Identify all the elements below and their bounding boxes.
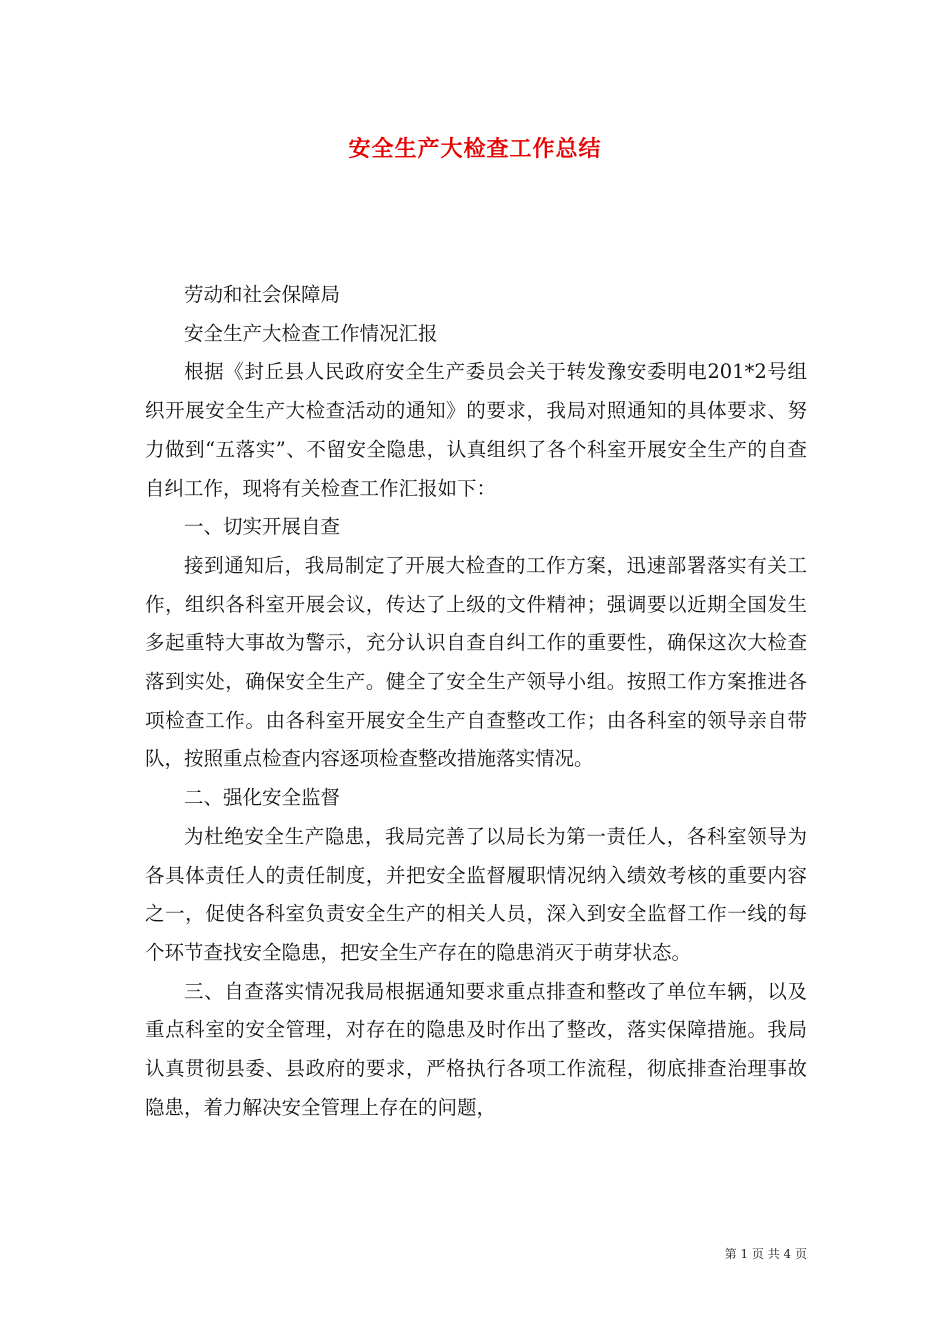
paragraph-intro: 根据《封丘县人民政府安全生产委员会关于转发豫安委明电201*2号组织开展安全生产大检查活动的通知》的要求，我局对照通知的具体要求、努力做到“五落实”、不留安全隐患，认真组织了各个科室开展安全生产的自查自纠工作，现将有关检查工作汇报如下： (145, 360, 807, 500)
section-heading-1: 一、切实开展自查 (184, 515, 341, 539)
document-title: 安全生产大检查工作总结 (348, 136, 602, 162)
paragraph-section-3: 三、自查落实情况我局根据通知要求重点排查和整改了单位车辆，以及重点科室的安全管理，对存在的隐患及时作出了整改，落实保障措施。我局认真贯彻县委、县政府的要求，严格执行各项工作流程，彻底排查治理事故隐患，着力解决安全管理上存在的问题， (145, 979, 807, 1119)
paragraph-organization: 劳动和社会保障局 (184, 283, 341, 306)
document-body (145, 276, 807, 1127)
page-number-footer: 第 1 页 共 4 页 (724, 1247, 807, 1261)
section-heading-2: 二、强化安全监督 (184, 786, 341, 810)
paragraph-section-2: 为杜绝安全生产隐患，我局完善了以局长为第一责任人，各科室领导为各具体责任人的责任制度，并把安全监督履职情况纳入绩效考核的重要内容之一，促使各科室负责安全生产的相关人员，深入到安全监督工作一线的每个环节查找安全隐患，把安全生产存在的隐患消灭于萌芽状态。 (145, 824, 807, 964)
paragraph-report-title: 安全生产大检查工作情况汇报 (184, 321, 438, 345)
paragraph-section-1: 接到通知后，我局制定了开展大检查的工作方案，迅速部署落实有关工作，组织各科室开展会议，传达了上级的文件精神；强调要以近期全国发生多起重特大事故为警示，充分认识自查自纠工作的重要性，确保这次大检查落到实处，确保安全生产。健全了安全生产领导小组。按照工作方案推进各项检查工作。由各科室开展安全生产自查整改工作；由各科室的领导亲自带队，按照重点检查内容逐项检查整改措施落实情况。 (145, 553, 807, 771)
